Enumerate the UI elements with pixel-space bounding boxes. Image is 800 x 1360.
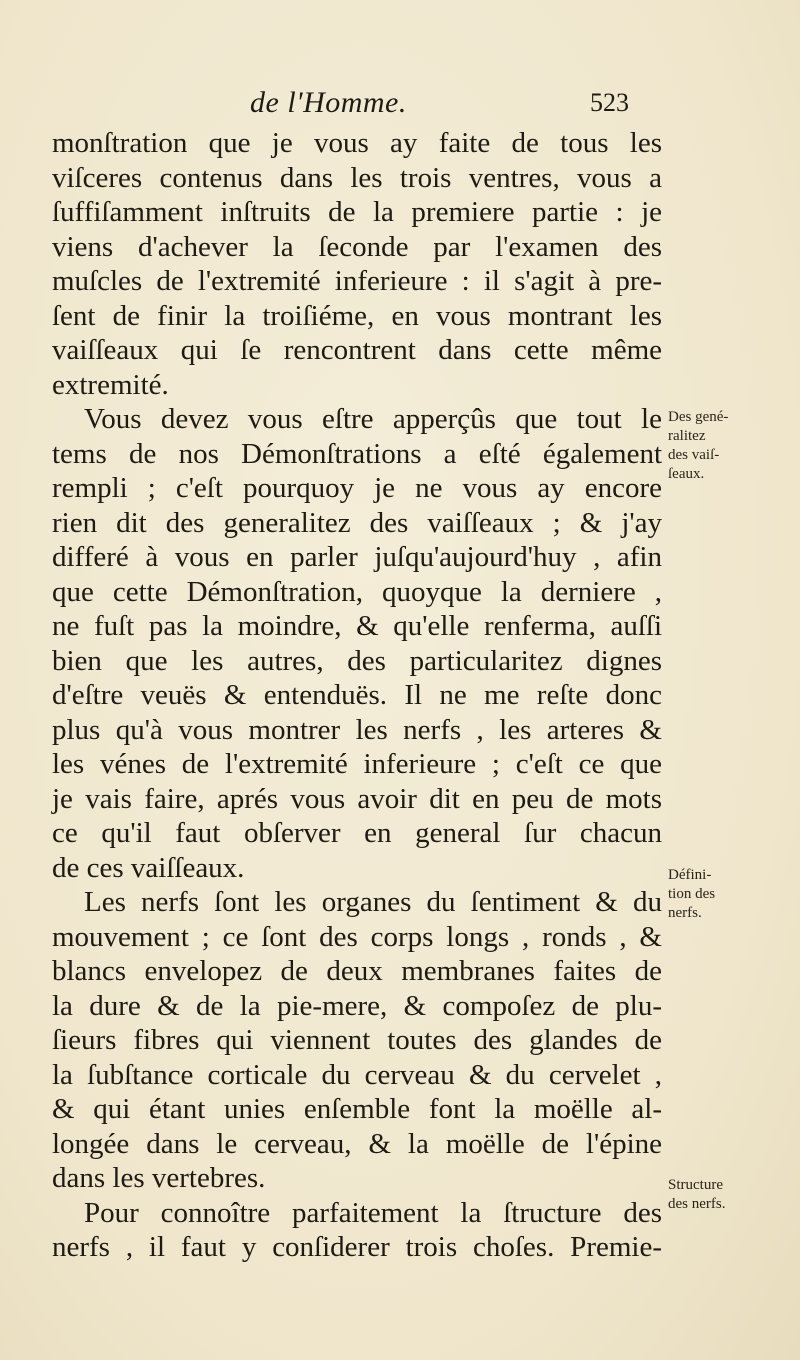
text-line: longée dans le cerveau, & la moëlle de l'épine (52, 1127, 662, 1160)
margin-note-line: tion des (668, 886, 716, 902)
text-line: tems de nos Démonſtrations a eſté également (52, 437, 662, 470)
paragraph-start-line: Les nerfs ſont les organes du ſentiment & du (84, 886, 662, 918)
margin-note-line: des nerfs. (668, 1196, 726, 1212)
text-line: mouvement ; ce ſont des corps longs , ronds , & (52, 920, 662, 953)
text-line: ſent de finir la troiſiéme, en vous montrant les (52, 299, 662, 332)
margin-note-generalitez (668, 408, 798, 484)
text-line: rempli ; c'eſt pourquoy je ne vous ay encore (52, 472, 662, 504)
text-line: nerfs , il faut y conſiderer trois choſes. Premie- (52, 1231, 662, 1263)
paragraph-start-line: Vous devez vous eſtre apperçûs que tout le (84, 403, 662, 435)
margin-note-line: Défini- (668, 867, 712, 883)
text-line: monſtration que je vous ay faite de tous les (52, 127, 662, 159)
margin-note-line: Structure (668, 1177, 723, 1193)
margin-note-line: des vaiſ- (668, 447, 720, 463)
margin-note-line: Des gené- (668, 409, 729, 425)
body-text (52, 126, 662, 1265)
text-line: la ſubſtance corticale du cerveau & du cervelet , (52, 1058, 662, 1091)
text-line: muſcles de l'extremité inferieure : il s'agit à pre- (52, 265, 662, 297)
text-line: ſuffiſamment inſtruits de la premiere partie : je (52, 196, 662, 228)
text-line: & qui étant unies enſemble font la moëlle al- (52, 1093, 662, 1125)
text-line: les vénes de l'extremité inferieure ; c'eſt ce que (52, 748, 662, 780)
page-number: 523 (590, 88, 629, 117)
text-line: viſceres contenus dans les trois ventres, vous a (52, 161, 662, 194)
text-line: ce qu'il faut obſerver en general ſur chacun (52, 817, 662, 849)
margin-note-line: ſeaux. (668, 466, 705, 482)
text-line: je vais faire, aprés vous avoir dit en peu de mots (52, 782, 662, 815)
text-line: bien que les autres, des particularitez dignes (52, 644, 662, 677)
text-line: ne fuſt pas la moindre, & qu'elle renferma, auſſi (52, 610, 662, 642)
text-line: blancs envelopez de deux membranes faites de (52, 955, 662, 987)
page-header (0, 86, 800, 126)
text-line: la dure & de la pie-mere, & compoſez de plu- (52, 989, 662, 1022)
text-line: vaiſſeaux qui ſe rencontrent dans cette même (52, 334, 662, 366)
text-line: ſieurs fibres qui viennent toutes des glandes de (52, 1024, 662, 1056)
margin-note-definition (668, 866, 798, 923)
text-line: rien dit des generalitez des vaiſſeaux ; & j'ay (52, 506, 662, 539)
margin-note-structure (668, 1176, 798, 1214)
text-line: extremité. (52, 368, 169, 401)
margin-note-line: nerfs. (668, 905, 702, 921)
margin-note-line: ralitez (668, 428, 706, 444)
text-line: d'eſtre veuës & entenduës. Il ne me reſte donc (52, 679, 662, 711)
text-line: de ces vaiſſeaux. (52, 851, 245, 884)
text-line: dans les vertebres. (52, 1162, 266, 1194)
text-line: que cette Démonſtration, quoyque la derniere , (52, 575, 662, 608)
running-title: de l'Homme. (250, 86, 407, 119)
paragraph-start-line: Pour connoître parfaitement la ſtructure des (84, 1196, 662, 1229)
text-line: differé à vous en parler juſqu'aujourd'huy , afin (52, 541, 662, 573)
text-line: plus qu'à vous montrer les nerfs , les arteres & (52, 713, 662, 746)
text-line: viens d'achever la ſeconde par l'examen des (52, 230, 662, 263)
